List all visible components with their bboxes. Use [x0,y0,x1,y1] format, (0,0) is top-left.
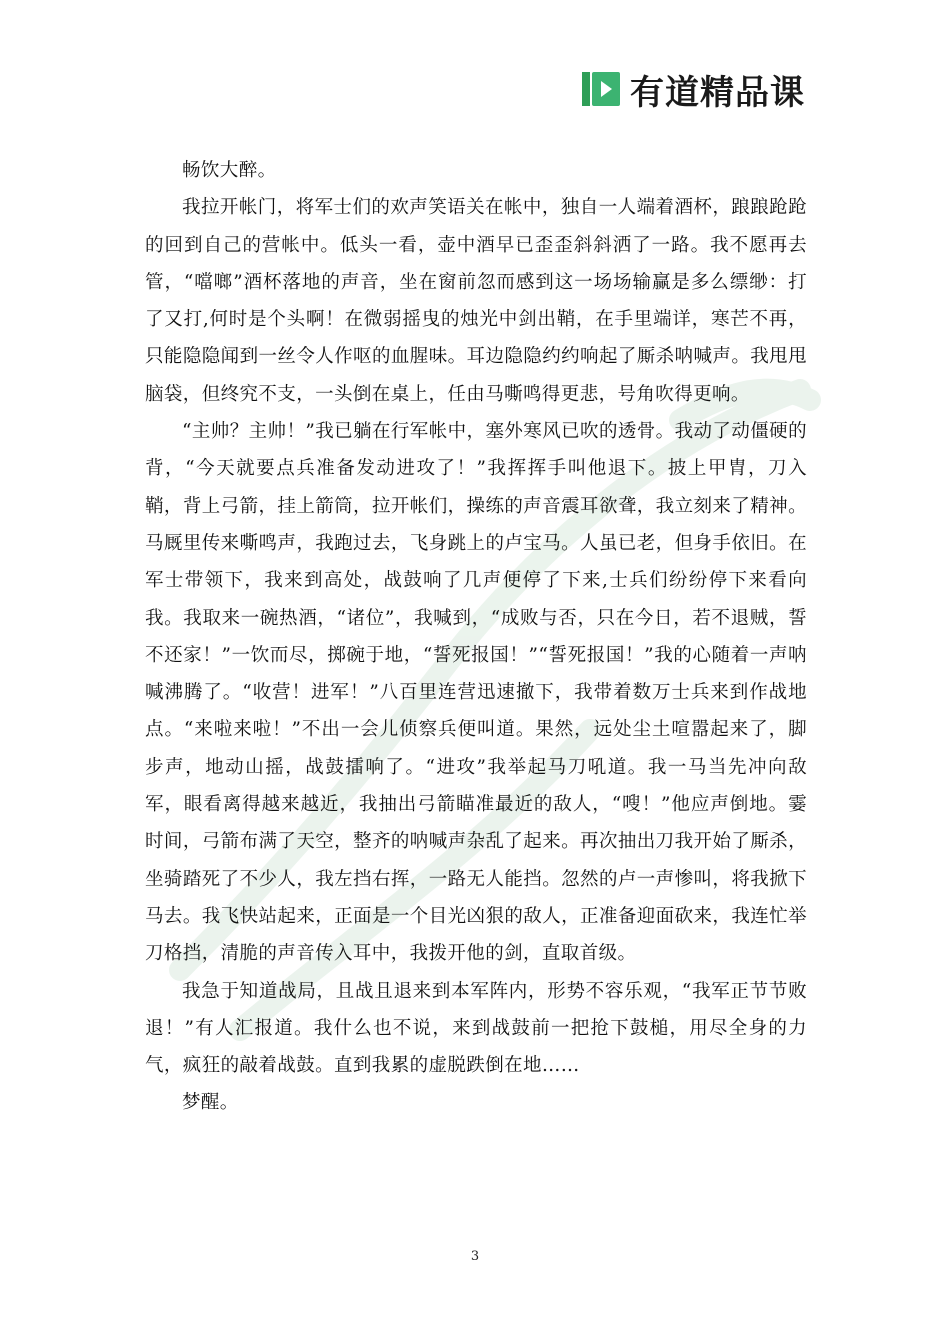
paragraph: 梦醒。 [182,1092,239,1114]
logo-text: 有道精品课 [630,72,805,113]
document-body [145,152,807,1122]
paragraph: “主帅？主帅！”我已躺在行军帐中，塞外寒风已吹的透骨。我动了动僵硬的背，“今天就要点兵准备发动进攻了！”我挥挥手叫他退下。披上甲胄，刀入鞘，背上弓箭，挂上箭筒，拉开帐们，操练的声音震耳欲聋，我立刻来了精神。马厩里传来嘶鸣声，我跑过去，飞身跳上的卢宝马。人虽已老，但身手依旧。在军士带领下，我来到高处，战鼓响了几声便停了下来,士兵们纷纷停下来看向我。我取来一碗热酒，“诸位”，我喊到，“成败与否，只在今日，若不退贼，誓不还家！”一饮而尽，掷碗于地，“誓死报国！”“誓死报国！”我的心随着一声呐喊沸腾了。“收营！进军！”八百里连营迅速撤下，我带着数万士兵来到作战地点。“来啦来啦！”不出一会儿侦察兵便叫道。果然，远处尘土喧嚣起来了，脚步声，地动山摇，战鼓擂响了。“进攻”我举起马刀吼道。我一马当先冲向敌军，眼看离得越来越近，我抽出弓箭瞄准最近的敌人，“嗖！”他应声倒地。霎时间，弓箭布满了天空，整齐的呐喊声杂乱了起来。再次抽出刀我开始了厮杀，坐骑踏死了不少人，我左挡右挥，一路无人能挡。忽然的卢一声惨叫，将我掀下马去。我飞快站起来，正面是一个目光凶狠的敌人，正准备迎面砍来，我连忙举刀格挡，清脆的声音传入耳中，我拨开他的剑，直取首级。 [145,421,807,965]
paragraph: 我急于知道战局，且战且退来到本军阵内，形势不容乐观，“我军正节节败退！”有人汇报道。我什么也不说，来到战鼓前一把抢下鼓槌，用尽全身的力气，疯狂的敲着战鼓。直到我累的虚脱跌倒在地…… [145,980,807,1077]
paragraph: 我拉开帐门，将军士们的欢声笑语关在帐中，独自一人端着酒杯，踉踉跄跄的回到自己的营帐中。低头一看，壶中酒早已歪歪斜斜洒了一路。我不愿再去管，“噹啷”酒杯落地的声音，坐在窗前忽而感到这一场场输赢是多么缥缈：打了又打,何时是个头啊！在微弱摇曳的烛光中剑出鞘，在手里端详，寒芒不再，只能隐隐闻到一丝令人作呕的血腥味。耳边隐隐约约响起了厮杀呐喊声。我甩甩脑袋，但终究不支，一头倒在桌上，任由马嘶鸣得更悲，号角吹得更响。 [145,197,807,405]
play-icon [580,68,622,110]
paragraph: 畅饮大醉。 [182,160,277,181]
page-number: 3 [470,1249,480,1264]
header-logo [580,66,805,112]
